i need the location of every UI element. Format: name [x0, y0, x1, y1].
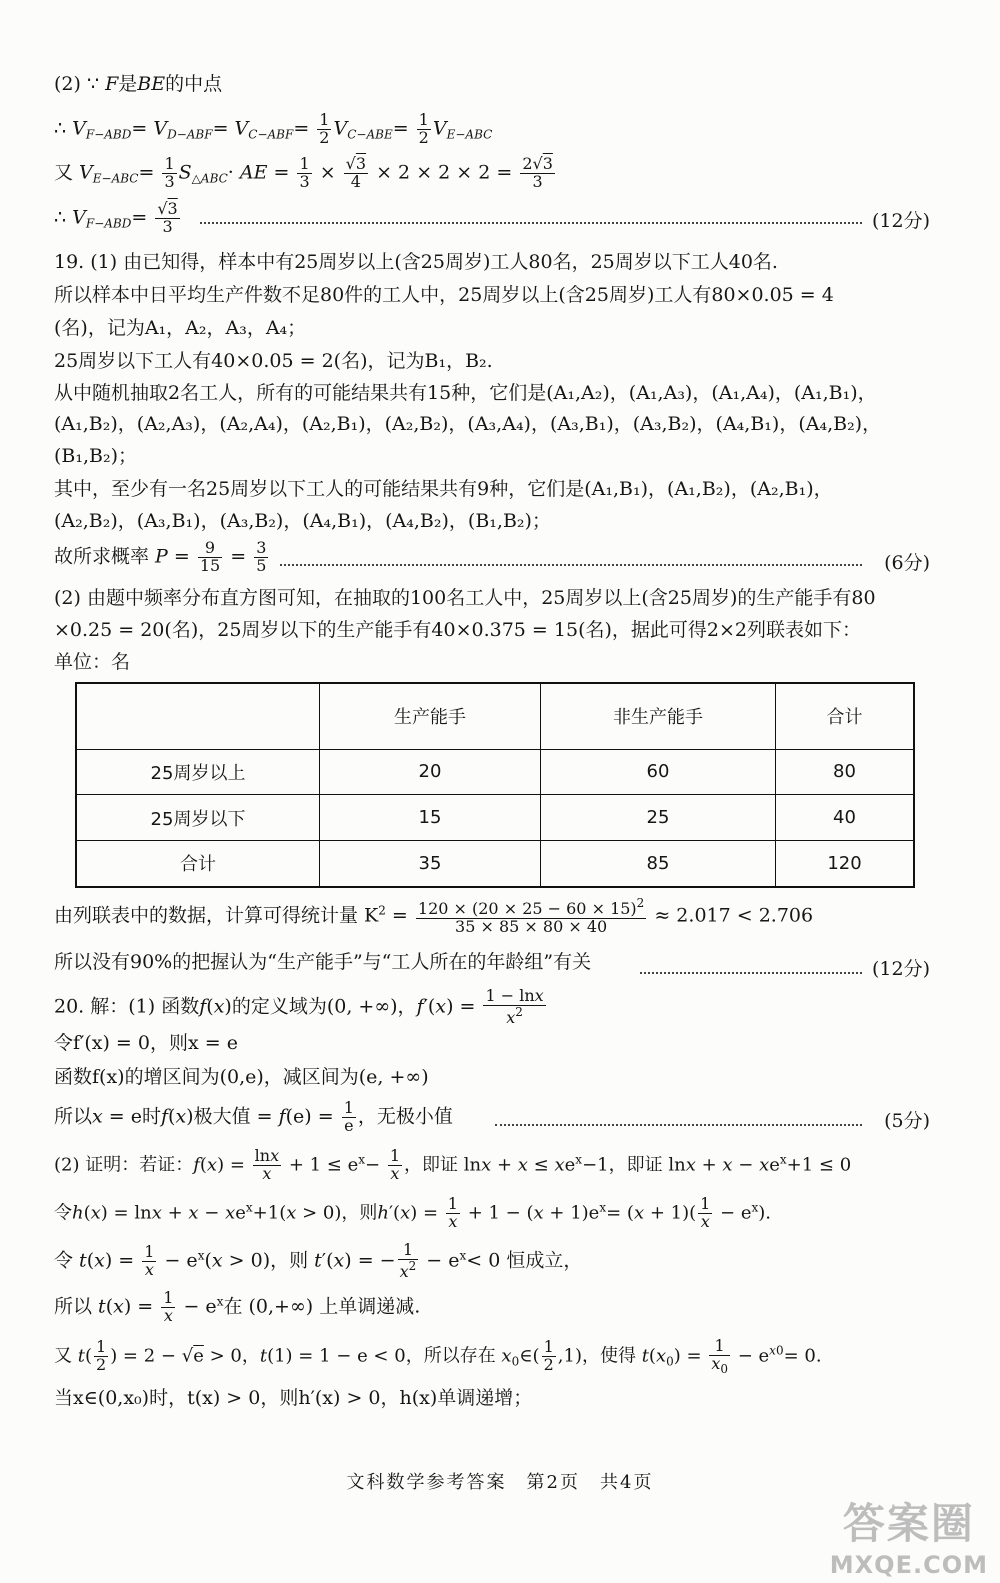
table-header: 非生产能手	[541, 683, 776, 749]
score-label: (6分)	[884, 552, 930, 574]
contingency-table	[75, 682, 915, 888]
solution-line: 故所求概率 P = $\frac{9}{15}$ = $\frac{3}{5}$	[54, 538, 267, 575]
table-row	[76, 840, 914, 887]
table-cell: 合计	[76, 840, 320, 887]
solution-line: (2) 证明：若证：f(x) = $\frac{\ln x}{x}$ + $1 \le e^x-$ $\frac{1}{x}$ ，即证 $\ln x + x \le xe^x-1$，即证 $\ln x + x - xe^x+1 \le 0$	[54, 1146, 852, 1183]
solution-line: 又 t( $\frac{1}{2}$ ) = 2 − √e > 0，t(1) = 1 − e < 0，所以存在 $x_0\in$( $\frac{1}{2}$ ,1)，使得 $t(x_0)$ = $\frac{1}{x_0}$ − $e^{x0}= 0$.	[54, 1336, 822, 1376]
solution-line: (2) ∵ F是BE的中点	[54, 73, 223, 95]
solution-line: ∴ $V_{F-ABD}= V_{D-ABF}= V_{C-ABF}=$ $\frac{1}{2}$ $V_{C-ABE}=$ $\frac{1}{2}$ $V_{E-ABC}$	[54, 110, 493, 147]
table-cell: 85	[541, 840, 776, 887]
table-header: 生产能手	[320, 683, 541, 749]
table-header: 合计	[776, 683, 915, 749]
solution-line: (A₁,B₂)，(A₂,A₃)，(A₂,A₄)，(A₂,B₁)，(A₂,B₂)，(A₃,A₄)，(A₃,B₁)，(A₃,B₂)，(A₄,B₁)，(A₄,B₂)，	[54, 413, 882, 435]
score-label: (5分)	[884, 1110, 930, 1132]
leader-dots	[200, 222, 862, 224]
solution-line: 所以样本中日平均生产件数不足80件的工人中，25周岁以上(含25周岁)工人有80×0.05 = 4	[54, 284, 834, 306]
solution-line: (A₂,B₂)，(A₃,B₁)，(A₃,B₂)，(A₄,B₁)，(A₄,B₂)，(B₁,B₂)；	[54, 510, 551, 532]
solution-line: 令$h(x) = \ln x + x - xe^x+1(x > 0)$，则h′(x) = $\frac{1}{x}$ + $1 - (x + 1)e^x= (x + 1)$( $\frac{1}{x}$ − $e^x$).	[54, 1194, 772, 1231]
page-footer: 文科数学参考答案 第2页 共4页	[346, 1472, 654, 1493]
leader-dots	[495, 1124, 862, 1126]
solution-line: 20. 解：(1) 函数f(x)的定义域为(0, +∞)，f′(x) = $\frac{1 - \ln x}{x^2}$	[54, 986, 544, 1027]
table-row	[76, 795, 914, 841]
leader-dots	[280, 564, 862, 566]
table-cell: 25	[541, 795, 776, 841]
solution-line: ∴ $V_{F-ABD}=$ $\frac{√3}{3}$	[54, 199, 178, 236]
solution-line: 从中随机抽取2名工人，所有的可能结果共有15种，它们是(A₁,A₂)，(A₁,A₃)，(A₁,A₄)，(A₁,B₁)，	[54, 382, 877, 404]
solution-line: 函数f(x)的增区间为(0,e)，减区间为(e, +∞)	[54, 1066, 429, 1088]
solution-line: 19. (1) 由已知得，样本中有25周岁以上(含25周岁)工人80名，25周岁以下工人40名.	[54, 251, 778, 273]
watermark-logo	[830, 1491, 988, 1579]
solution-line: 所以没有90%的把握认为“生产能手”与“工人所在的年龄组”有关	[54, 951, 592, 973]
solution-line: (名)，记为A₁，A₂，A₃，A₄；	[54, 317, 307, 339]
solution-line: 所以 t(x) = $\frac{1}{x}$ − $e^x$在 (0,+∞) 上单调递减.	[54, 1288, 421, 1325]
solution-line: 当x∈(0,x₀)时，t(x) > 0，则h′(x) > 0，h(x)单调递增；	[54, 1387, 533, 1409]
watermark-url: MXQE.COM	[829, 1551, 988, 1579]
table-cell: 25周岁以下	[76, 795, 320, 841]
score-label: (12分)	[871, 210, 930, 232]
watermark-text: 答案圈	[842, 1499, 975, 1548]
solution-line: (2) 由题中频率分布直方图可知，在抽取的100名工人中，25周岁以上(含25周岁)的生产能手有80	[54, 587, 876, 609]
solution-line: 令f′(x) = 0，则x = e	[54, 1032, 238, 1054]
score-label: (12分)	[871, 958, 930, 980]
table-cell: 80	[776, 749, 915, 795]
table-row	[76, 749, 914, 795]
solution-line: 令 t(x) = $\frac{1}{x}$ − $e^x(x > 0)$，则 t′(x) = − $\frac{1}{x^2}$ − $e^x< 0$ 恒成立，	[54, 1240, 583, 1281]
table-cell: 15	[320, 795, 541, 841]
solution-line: 25周岁以下工人有40×0.05 = 2(名)，记为B₁，B₂.	[54, 350, 493, 372]
table-row	[76, 683, 914, 749]
solution-line: 所以x = e时f(x)极大值 = f(e) = $\frac{1}{e}$ ，无极小值	[54, 1098, 453, 1135]
table-cell: 25周岁以上	[76, 749, 320, 795]
table-cell: 120	[776, 840, 915, 887]
solution-line: 又 $V_{E-ABC}=$ $\frac{1}{3}$ $S_{\triangle ABC}\cdot$ AE = $\frac{1}{3}$ × $\frac{√3}{4}$ × 2 × 2 × 2 = $\frac{2√3}{3}$	[54, 154, 553, 191]
solution-line: 由列联表中的数据，计算可得统计量 $K^2$ = $\frac{120 \times (20 \times 25 - 60 \times 15)^2}{35 \times 85 \times 80 \times 40}$ ≈ 2.017 < 2.706	[54, 896, 814, 936]
solution-line: ×0.25 = 20(名)，25周岁以下的生产能手有40×0.375 = 15(名)，据此可得2×2列联表如下：	[54, 619, 861, 641]
table-cell: 60	[541, 749, 776, 795]
table-cell: 40	[776, 795, 915, 841]
solution-line: 其中，至少有一名25周岁以下工人的可能结果共有9种，它们是(A₁,B₁)，(A₁,B₂)，(A₂,B₁)，	[54, 478, 833, 500]
solution-line: (B₁,B₂)；	[54, 445, 138, 467]
leader-dots	[640, 972, 862, 974]
solution-line: 单位：名	[54, 651, 131, 673]
table-cell: 20	[320, 749, 541, 795]
table-cell	[76, 683, 320, 749]
table-cell: 35	[320, 840, 541, 887]
